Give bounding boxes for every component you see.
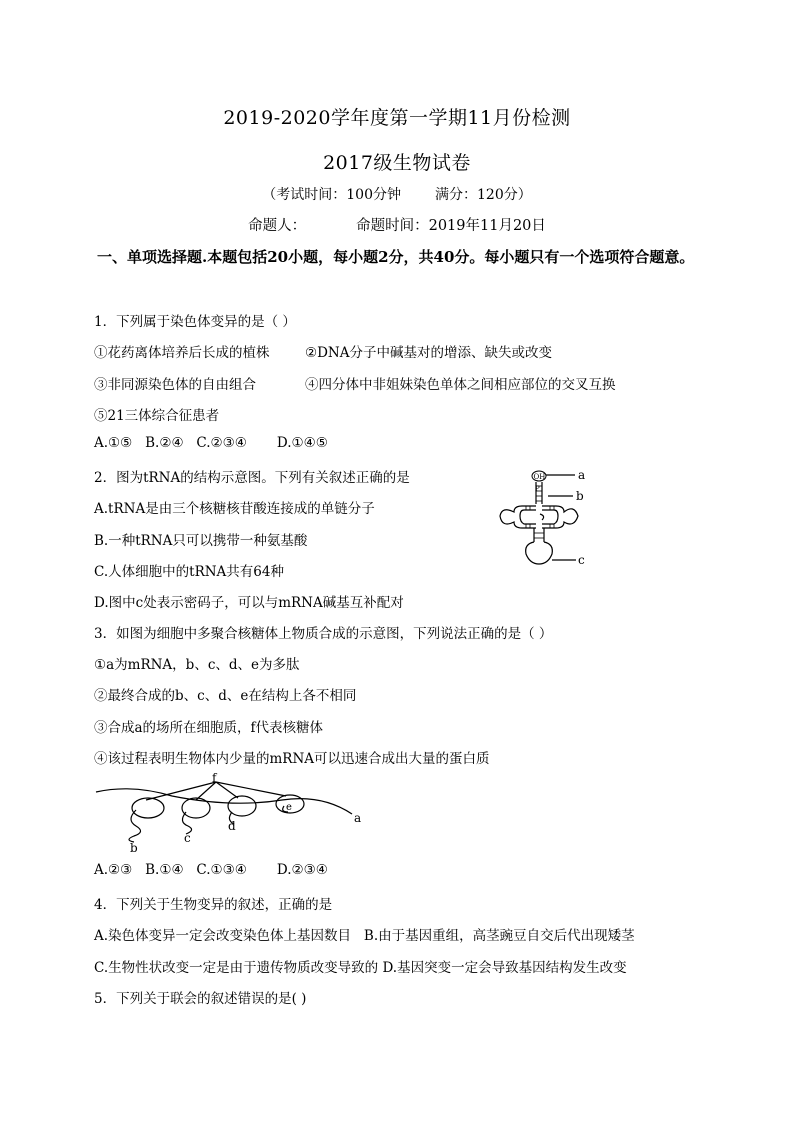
q4-option-a: A.染色体变异一定会改变染色体上基因数目	[94, 928, 352, 944]
q3-item-4: ④该过程表明生物体内少量的mRNA可以迅速合成出大量的蛋白质	[94, 751, 490, 767]
trna-label-c: c	[578, 553, 585, 567]
polyribosome-label-f: f	[212, 771, 217, 785]
q3-option-d: D.②③④	[276, 862, 328, 878]
q3-option-c: C.①③④	[196, 862, 247, 878]
trna-label-oh: OH	[533, 473, 546, 481]
q3-item-1: ①a为mRNA，b、c、d、e为多肽	[94, 657, 300, 673]
q3-option-b: B.①④	[145, 862, 184, 878]
section-heading: 一、单项选择题.本题包括20小题，每小题2分，共40分。每小题只有一个选项符合题意。	[97, 248, 695, 266]
full-score: 满分：120分）	[435, 187, 532, 203]
trna-diagram	[490, 464, 600, 576]
author-info	[0, 214, 794, 235]
q2-stem: 2．图为tRNA的结构示意图。下列有关叙述正确的是	[94, 470, 410, 486]
exam-title: 2019-2020学年度第一学期11月份检测	[223, 107, 571, 129]
q2-option-d: D.图中c处表示密码子，可以与mRNA碱基互补配对	[94, 595, 404, 611]
q1-stem: 1．下列属于染色体变异的是（ ）	[94, 314, 296, 330]
q2-option-b: B.一种tRNA只可以携带一种氨基酸	[94, 533, 308, 549]
q4-stem: 4．下列关于生物变异的叙述，正确的是	[94, 897, 333, 913]
trna-label-a: a	[578, 468, 586, 482]
exam-info	[0, 184, 794, 204]
q1-option-d: D.①④⑤	[276, 435, 328, 451]
polyribosome-label-d: d	[228, 819, 236, 833]
author-label: 命题人：	[248, 218, 307, 234]
q3-options	[94, 862, 328, 878]
q4-options-row2	[94, 956, 627, 976]
q1-option-a: A.①⑤	[94, 435, 133, 451]
q2-option-c: C.人体细胞中的tRNA共有64种	[94, 564, 284, 580]
polyribosome-label-a: a	[354, 811, 362, 825]
q1-item-1: ①花药离体培养后长成的植株	[94, 345, 270, 361]
q4-options-row1	[94, 924, 635, 944]
polyribosome-label-b: b	[130, 841, 138, 855]
polyribosome-label-e: e	[286, 802, 292, 813]
q4-option-b: B.由于基因重组，高茎豌豆自交后代出现矮茎	[363, 928, 635, 944]
exam-subtitle: 2017级生物试卷	[323, 152, 471, 174]
trna-label-b: b	[576, 489, 584, 503]
q1-options	[94, 435, 328, 451]
q4-option-d: D.基因突变一定会导致基因结构发生改变	[382, 960, 627, 976]
trna-label-p: P	[535, 485, 540, 493]
q3-item-2: ②最终合成的b、c、d、e在结构上各不相同	[94, 688, 357, 704]
q1-item-3: ③非同源染色体的自由组合	[94, 377, 256, 393]
q5-stem: 5．下列关于联会的叙述错误的是( )	[94, 991, 307, 1007]
q3-stem: 3．如图为细胞中多聚合核糖体上物质合成的示意图，下列说法正确的是（ ）	[94, 626, 553, 642]
date-label: 命题时间：2019年11月20日	[356, 218, 546, 234]
polyribosome-label-c: c	[184, 831, 191, 845]
q3-option-a: A.②③	[94, 862, 133, 878]
q2-option-a: A.tRNA是由三个核糖核苷酸连接成的单链分子	[94, 501, 375, 517]
q1-item-2: ②DNA分子中碱基对的增添、缺失或改变	[305, 345, 552, 361]
q3-item-3: ③合成a的场所在细胞质，f代表核糖体	[94, 720, 324, 736]
q1-item-5: ⑤21三体综合征患者	[94, 408, 220, 424]
exam-time: （考试时间：100分钟	[262, 187, 401, 203]
polyribosome-diagram	[92, 770, 382, 855]
q1-item-4: ④四分体中非姐妹染色单体之间相应部位的交叉互换	[305, 377, 616, 393]
q1-option-c: C.②③④	[196, 435, 247, 451]
q4-option-c: C.生物性状改变一定是由于遗传物质改变导致的	[94, 960, 379, 976]
q1-option-b: B.②④	[145, 435, 184, 451]
